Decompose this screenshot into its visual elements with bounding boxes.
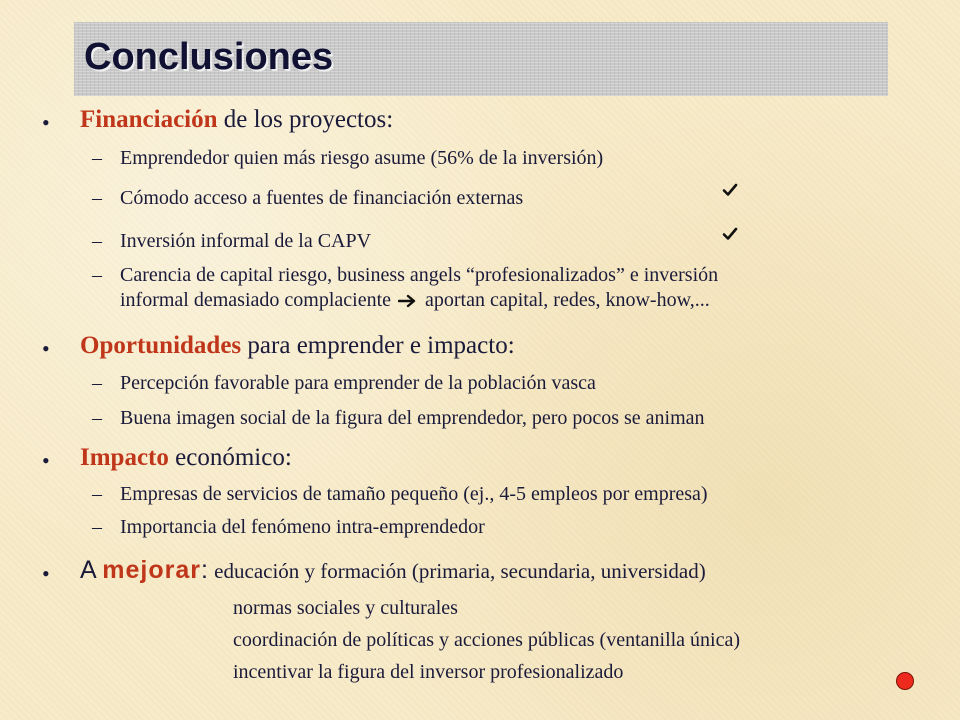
arrow-right-icon [398, 294, 418, 308]
list-item: Empresas de servicios de tamaño pequeño (ej., 4-5 empleos por empresa) [120, 483, 708, 505]
heading-impacto [80, 444, 292, 472]
dash: – [92, 264, 102, 286]
dash: – [92, 516, 102, 538]
check-icon [722, 226, 738, 242]
list-item: Importancia del fenómeno intra-emprendedor [120, 516, 485, 538]
list-item-continued [120, 289, 710, 312]
list-item-text: aportan capital, redes, know-how,... [425, 289, 710, 311]
heading-mejorar-prefix: A [80, 556, 103, 584]
page-title: Conclusiones [84, 36, 334, 78]
dash: – [92, 372, 102, 394]
keyword-impacto: Impacto [80, 444, 169, 471]
list-item: Carencia de capital riesgo, business angels “profesionalizados” e inversión [120, 264, 719, 286]
bullet-financiacion: • [42, 110, 50, 135]
bullet-impacto: • [42, 448, 50, 473]
list-item: Cómodo acceso a fuentes de financiación externas [120, 187, 524, 209]
heading-financiacion-rest: de los proyectos: [217, 106, 394, 133]
dash: – [92, 407, 102, 429]
red-dot-button[interactable] [896, 672, 914, 690]
dash: – [92, 147, 102, 169]
list-item: coordinación de políticas y acciones públicas (ventanilla única) [233, 629, 741, 651]
bullet-oportunidades: • [42, 336, 50, 361]
dash: – [92, 483, 102, 505]
dash: – [92, 230, 102, 252]
list-item-text: informal demasiado complaciente [120, 289, 392, 311]
list-item: Buena imagen social de la figura del emprendedor, pero pocos se animan [120, 407, 705, 429]
heading-oportunidades [80, 332, 515, 360]
keyword-financiacion: Financiación [80, 106, 218, 133]
list-item: Inversión informal de la CAPV [120, 230, 372, 252]
keyword-mejorar: mejorar [102, 556, 201, 584]
heading-financiacion [80, 106, 393, 134]
bullet-mejorar: • [42, 561, 50, 586]
list-item: educación y formación (primaria, secundaria, universidad) [214, 559, 706, 583]
list-item: Percepción favorable para emprender de la población vasca [120, 372, 596, 394]
heading-oportunidades-rest: para emprender e impacto: [241, 332, 515, 359]
check-icon [722, 182, 738, 198]
heading-mejorar [80, 556, 706, 585]
list-item: normas sociales y culturales [233, 597, 458, 619]
list-item: Emprendedor quien más riesgo asume (56% de la inversión) [120, 147, 604, 169]
heading-mejorar-colon: : [200, 556, 208, 584]
keyword-oportunidades: Oportunidades [80, 332, 242, 359]
heading-impacto-rest: económico: [168, 444, 292, 471]
list-item: incentivar la figura del inversor profesionalizado [233, 661, 624, 683]
dash: – [92, 187, 102, 209]
